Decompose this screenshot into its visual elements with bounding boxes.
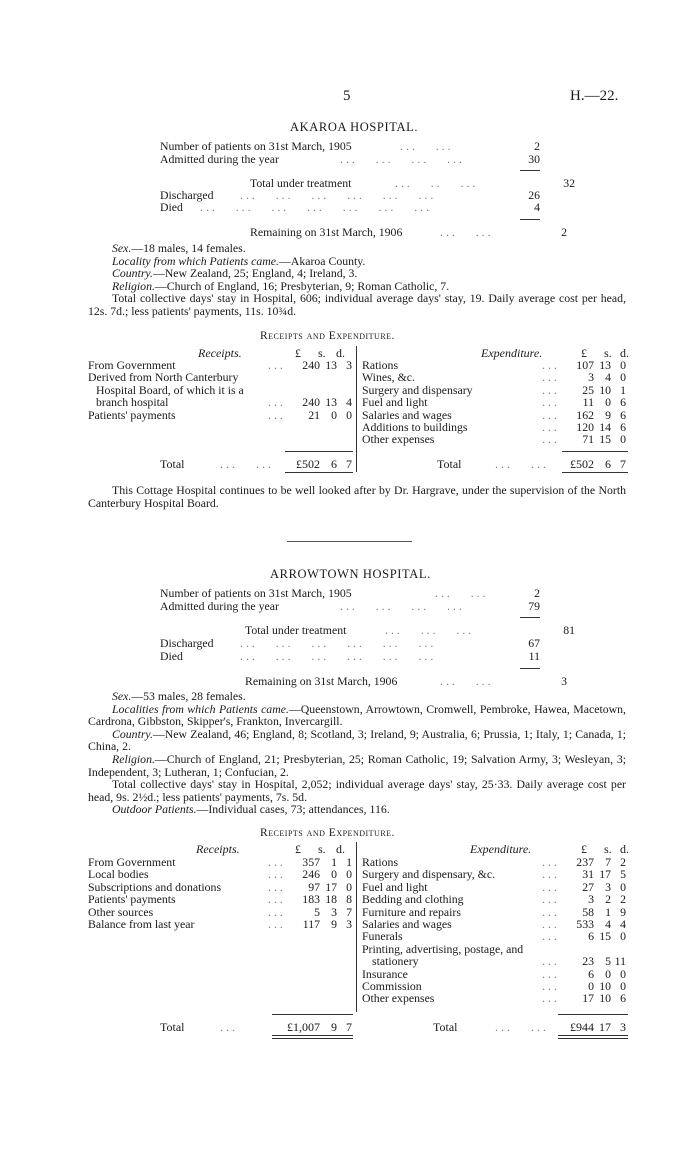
akaroa-title: AKAROA HOSPITAL.: [290, 120, 419, 134]
expenditure-label: Bedding and clothing: [362, 892, 464, 907]
page-number: 5: [343, 88, 351, 104]
total-rule: [272, 1014, 353, 1015]
receipt-label: Patients' payments: [88, 892, 176, 907]
leader-dots: ...: [220, 1020, 238, 1034]
expenditure-pence: 6: [620, 395, 626, 410]
leader-dots: ... ... ... ... ... ...: [240, 188, 437, 202]
expenditure-pence: 2: [620, 855, 626, 869]
arrowtown-accounts-title: Receipts and Expenditure.: [260, 827, 395, 839]
expenditure-label: Printing, advertising, postage, and: [362, 941, 524, 956]
akaroa-stat-value: 4: [534, 200, 540, 214]
expenditure-pence: 0: [620, 432, 626, 447]
akaroa-stat-label: Number of patients on 31st March, 1905: [160, 139, 352, 153]
akaroa-expenditure-total-label: Total: [437, 457, 462, 471]
divider: [520, 668, 540, 669]
leader-dots: ... ...: [495, 1020, 549, 1034]
expenditure-pence: 6: [620, 991, 626, 1006]
receipt-shillings: 3: [331, 904, 337, 919]
expenditure-shillings: 7: [605, 855, 611, 869]
expenditure-pounds: 237: [576, 855, 594, 869]
expenditure-pounds: 27: [582, 879, 594, 894]
leader-dots: ...: [268, 358, 286, 372]
country-label: Country.: [112, 266, 153, 281]
outdoor-label: Outdoor Patients.: [112, 802, 197, 817]
leader-dots: ...: [542, 420, 560, 434]
leader-dots: ...: [268, 917, 286, 931]
expenditure-pence: 2: [620, 892, 626, 907]
arrowtown-stat-value: 11: [528, 649, 540, 663]
arrowtown-title: ARROWTOWN HOSPITAL.: [270, 567, 431, 581]
leader-dots: ... ...: [220, 457, 274, 471]
expenditure-heading: Expenditure.: [481, 346, 543, 360]
receipt-label: Balance from last year: [88, 917, 195, 931]
receipt-shillings: 18: [325, 892, 337, 907]
leader-dots: ...: [268, 904, 286, 919]
expenditure-label: Rations: [362, 855, 399, 869]
expenditure-pence: 0: [620, 358, 626, 372]
total-rule: [562, 451, 628, 452]
expenditure-pence: 11: [614, 954, 626, 969]
receipt-pence: 4: [346, 395, 352, 410]
receipt-pounds: 117: [302, 917, 320, 931]
expenditure-label: Additions to buildings: [362, 420, 468, 434]
expenditure-pence: 4: [620, 917, 626, 931]
total-rule: [558, 1038, 628, 1039]
sex-text: —53 males, 28 females.: [131, 689, 246, 703]
column-divider: [356, 346, 357, 472]
leader-dots: ... ... ... ...: [340, 599, 465, 613]
expenditure-shillings: 3: [605, 879, 611, 894]
expenditure-pounds: 6: [588, 966, 594, 981]
receipt-pounds: 5: [314, 904, 320, 919]
arrowtown-stat-label: Remaining on 31st March, 1906: [245, 674, 398, 688]
receipt-pence: 8: [346, 892, 352, 907]
expenditure-pounds: 0: [588, 979, 594, 993]
akaroa-expenditure-total-pence: 7: [620, 457, 626, 471]
akaroa-stat-label: Remaining on 31st March, 1906: [250, 225, 403, 239]
expenditure-label: Fuel and light: [362, 395, 428, 410]
receipt-shillings: 13: [325, 358, 337, 372]
leader-dots: ...: [268, 867, 286, 882]
total-rule: [285, 451, 353, 452]
sex-label: Sex.: [112, 241, 132, 255]
akaroa-stat-label: Total under treatment: [250, 176, 352, 190]
religion-label: Religion.: [112, 751, 155, 766]
arrowtown-stat-value: 2: [534, 586, 540, 600]
expenditure-shillings: 10: [599, 382, 611, 397]
receipt-pence: 7: [346, 904, 352, 919]
akaroa-receipts-total-label: Total: [160, 457, 185, 471]
receipt-pence: 3: [346, 917, 352, 931]
leader-dots: ... ...: [400, 139, 454, 153]
column-divider: [356, 842, 357, 1012]
expenditure-pence: 0: [620, 929, 626, 944]
receipt-shillings: 1: [331, 855, 337, 869]
stay-text: Total collective days' stay in Hospital, 606; individual average days' stay, 19. Daily average cost per head, 12s. 7d.; less patients' payments, 11s. 10¾d.: [88, 291, 626, 318]
expenditure-shillings: 0: [605, 395, 611, 410]
leader-dots: ... .. ...: [395, 176, 479, 190]
expenditure-heading: Expenditure.: [470, 842, 532, 856]
expenditure-shillings: 9: [605, 407, 611, 422]
arrowtown-receipts-total-pounds: £1,007: [287, 1020, 320, 1034]
akaroa-receipts-total-pounds: £502: [296, 457, 320, 471]
religion-text: —Church of England, 16; Presbyterian, 9; Roman Catholic, 7.: [154, 278, 450, 293]
expenditure-shillings: 17: [599, 867, 611, 882]
leader-dots: ...: [542, 966, 560, 981]
expenditure-label: Commission: [362, 979, 422, 993]
expenditure-shillings: 5: [605, 954, 611, 969]
expenditure-pence: 0: [620, 879, 626, 894]
leader-dots: ... ...: [440, 225, 494, 239]
leader-dots: ...: [542, 892, 560, 907]
arrowtown-expenditure-total-pence: 3: [620, 1020, 626, 1034]
akaroa-stat-label: Discharged: [160, 188, 214, 202]
expenditure-label: Other expenses: [362, 432, 435, 447]
divider: [520, 170, 540, 171]
receipt-pounds: 240: [302, 358, 320, 372]
expenditure-pounds: 6: [588, 929, 594, 944]
arrowtown-expenditure-total-pounds: £944: [570, 1020, 594, 1034]
religion-label: Religion.: [112, 278, 155, 293]
arrowtown-receipts-total-label: Total: [160, 1020, 185, 1034]
expenditure-label: Insurance: [362, 966, 408, 981]
sex-text: —18 males, 14 females.: [131, 241, 246, 255]
expenditure-pence: 5: [620, 867, 626, 882]
arrowtown-expenditure-total-shillings: 17: [599, 1020, 611, 1034]
expenditure-label: Fuel and light: [362, 879, 428, 894]
expenditure-label: Salaries and wages: [362, 407, 452, 422]
expenditure-label: Furniture and repairs: [362, 904, 461, 919]
expenditure-label: Salaries and wages: [362, 917, 452, 931]
locality-label: Locality from which Patients came.: [112, 253, 279, 268]
akaroa-expenditure-total-pounds: £502: [570, 457, 594, 471]
receipts-heading: Receipts.: [196, 842, 240, 856]
leader-dots: ...: [542, 904, 560, 919]
total-rule: [562, 472, 628, 473]
arrowtown-expenditure-total-label: Total: [433, 1020, 458, 1034]
akaroa-stat-value: 32: [563, 176, 575, 190]
receipt-shillings: 17: [325, 879, 337, 894]
expenditure-label: Wines, &c.: [362, 370, 415, 385]
expenditure-pence: 9: [620, 904, 626, 919]
expenditure-pounds: 31: [582, 867, 594, 882]
locality-text: —Queenstown, Arrowtown, Cromwell, Pembroke, Hawea, Macetown, Cardrona, Gibbston, Skipper's, Frankton, Invercargill.: [88, 701, 626, 729]
expenditure-pounds: 58: [582, 904, 594, 919]
receipt-label: Local bodies: [88, 867, 149, 882]
receipt-pounds: 183: [302, 892, 320, 907]
outdoor-text: —Individual cases, 73; attendances, 116.: [196, 802, 390, 817]
expenditure-pounds: 23: [582, 954, 594, 969]
receipt-label: Hospital Board, of which it is a: [96, 382, 244, 397]
page-reference: H.—22.: [570, 88, 619, 104]
expenditure-shillings: 15: [599, 929, 611, 944]
expenditure-shillings: 4: [605, 917, 611, 931]
arrowtown-stat-value: 3: [561, 674, 567, 688]
arrowtown-details: [88, 690, 626, 816]
leader-dots: ...: [542, 954, 560, 969]
total-rule: [272, 1035, 353, 1036]
expenditure-label: Other expenses: [362, 991, 435, 1006]
expenditure-pounds: 3: [588, 892, 594, 907]
receipt-pounds: 246: [302, 867, 320, 882]
expenditure-shillings: 2: [605, 892, 611, 907]
leader-dots: ...: [268, 892, 286, 907]
expenditure-label: stationery: [372, 954, 419, 969]
arrowtown-stat-label: Admitted during the year: [160, 599, 279, 613]
expenditure-pounds: 162: [576, 407, 594, 422]
locality-label: Localities from which Patients came.: [112, 701, 289, 716]
expenditure-pounds: 11: [582, 395, 594, 410]
leader-dots: ...: [542, 370, 560, 385]
leader-dots: ...: [542, 929, 560, 944]
leader-dots: ...: [542, 855, 560, 869]
locality-text: —Akaroa County.: [279, 253, 366, 268]
leader-dots: ... ...: [495, 457, 549, 471]
leader-dots: ...: [268, 407, 286, 422]
leader-dots: ...: [542, 407, 560, 422]
divider: [520, 219, 540, 220]
leader-dots: ...: [542, 358, 560, 372]
receipt-label: branch hospital: [96, 395, 169, 410]
receipts-heading: Receipts.: [198, 346, 242, 360]
leader-dots: ...: [542, 432, 560, 447]
total-rule: [558, 1014, 628, 1015]
akaroa-expenditure-total-shillings: 6: [605, 457, 611, 471]
leader-dots: ...: [268, 855, 286, 869]
country-text: —New Zealand, 46; England, 8; Scotland, 3; Ireland, 9; Australia, 6; Prussia, 1; Italy, 1; Canada, 1; China, 2.: [88, 726, 626, 754]
expenditure-pence: 1: [620, 382, 626, 397]
sex-label: Sex.: [112, 689, 132, 703]
receipt-pence: 0: [346, 879, 352, 894]
total-rule: [285, 472, 353, 473]
expenditure-shillings: 0: [605, 966, 611, 981]
receipt-pounds: 357: [302, 855, 320, 869]
akaroa-stat-value: 26: [528, 188, 540, 202]
expenditure-pence: 0: [620, 979, 626, 993]
leader-dots: ...: [542, 382, 560, 397]
expenditure-shillings: 10: [599, 991, 611, 1006]
expenditure-pounds: 3: [588, 370, 594, 385]
leader-dots: ...: [542, 917, 560, 931]
akaroa-accounts-title: Receipts and Expenditure.: [260, 330, 395, 342]
arrowtown-receipts-total-pence: 7: [346, 1020, 352, 1034]
leader-dots: ...: [542, 991, 560, 1006]
akaroa-stat-value: 2: [534, 139, 540, 153]
arrowtown-stat-label: Died: [160, 649, 183, 663]
section-divider: [287, 541, 412, 542]
arrowtown-stat-label: Total under treatment: [245, 623, 347, 637]
divider: [520, 617, 540, 618]
akaroa-stat-label: Died: [160, 200, 183, 214]
leader-dots: ... ...: [440, 674, 494, 688]
leader-dots: ... ... ... ... ... ...: [240, 636, 437, 650]
arrowtown-receipts-total-shillings: 9: [331, 1020, 337, 1034]
akaroa-stat-value: 2: [561, 225, 567, 239]
arrowtown-stat-label: Number of patients on 31st March, 1905: [160, 586, 352, 600]
country-label: Country.: [112, 726, 153, 741]
receipt-pounds: 97: [308, 879, 320, 894]
expenditure-pounds: 533: [576, 917, 594, 931]
receipt-shillings: 0: [331, 867, 337, 882]
receipt-pence: 0: [346, 867, 352, 882]
akaroa-stat-label: Admitted during the year: [160, 152, 279, 166]
leader-dots: ...: [268, 395, 286, 410]
leader-dots: ... ...: [435, 586, 489, 600]
expenditure-shillings: 10: [599, 979, 611, 993]
receipt-shillings: 13: [325, 395, 337, 410]
expenditure-pence: 6: [620, 407, 626, 422]
arrowtown-stat-label: Discharged: [160, 636, 214, 650]
receipt-pence: 3: [346, 358, 352, 372]
total-rule: [558, 1035, 628, 1036]
receipt-pence: 1: [346, 855, 352, 869]
country-text: —New Zealand, 25; England, 4; Ireland, 3.: [152, 266, 358, 281]
religion-text: —Church of England, 21; Presbyterian, 25; Roman Catholic, 19; Salvation Army, 3; Wesleyan, 3; Independent, 3; Lutheran, 1; Confucian, 2.: [88, 751, 626, 779]
expenditure-pounds: 107: [576, 358, 594, 372]
expenditure-shillings: 1: [605, 904, 611, 919]
expenditure-shillings: 13: [599, 358, 611, 372]
leader-dots: ...: [542, 979, 560, 993]
receipt-label: Subscriptions and donations: [88, 879, 222, 894]
arrowtown-stat-value: 81: [563, 623, 575, 637]
receipt-label: Other sources: [88, 904, 154, 919]
receipt-label: Derived from North Canterbury: [88, 370, 239, 385]
receipt-pounds: 240: [302, 395, 320, 410]
receipt-shillings: 0: [331, 407, 337, 422]
expenditure-pounds: 120: [576, 420, 594, 434]
leader-dots: ... ... ...: [385, 623, 475, 637]
receipt-label: From Government: [88, 855, 176, 869]
total-rule: [272, 1038, 353, 1039]
expenditure-pence: 0: [620, 966, 626, 981]
leader-dots: ...: [268, 879, 286, 894]
receipt-label: From Government: [88, 358, 176, 372]
expenditure-pounds: 71: [582, 432, 594, 447]
leader-dots: ...: [542, 879, 560, 894]
expenditure-label: Surgery and dispensary: [362, 382, 473, 397]
leader-dots: ... ... ... ... ... ... ...: [200, 200, 433, 214]
expenditure-pence: 6: [620, 420, 626, 434]
expenditure-pence: 0: [620, 370, 626, 385]
expenditure-pounds: 17: [582, 991, 594, 1006]
receipt-label: Patients' payments: [88, 407, 176, 422]
receipt-shillings: 9: [331, 917, 337, 931]
expenditure-label: Surgery and dispensary, &c.: [362, 867, 496, 882]
arrowtown-stat-value: 79: [528, 599, 540, 613]
akaroa-details: [88, 242, 626, 318]
stay-text: Total collective days' stay in Hospital, 2,052; individual average days' stay, 25·33. Daily average cost per head, 9s. 2½d.; less patients' payments, 7s. 5d.: [88, 777, 626, 804]
receipt-pounds: 21: [308, 407, 320, 422]
leader-dots: ...: [542, 867, 560, 882]
leader-dots: ... ... ... ...: [340, 152, 465, 166]
leader-dots: ...: [542, 395, 560, 410]
akaroa-stat-value: 30: [528, 152, 540, 166]
leader-dots: ... ... ... ... ... ...: [240, 649, 437, 663]
expenditure-shillings: 15: [599, 432, 611, 447]
akaroa-note: This Cottage Hospital continues to be well looked after by Dr. Hargrave, under the supervision of the North Canterbury Hospital Board.: [88, 483, 626, 510]
akaroa-receipts-total-pence: 7: [346, 457, 352, 471]
expenditure-pounds: 25: [582, 382, 594, 397]
expenditure-shillings: 4: [605, 370, 611, 385]
arrowtown-stat-value: 67: [528, 636, 540, 650]
expenditure-label: Rations: [362, 358, 399, 372]
expenditure-label: Funerals: [362, 929, 403, 944]
akaroa-receipts-total-shillings: 6: [331, 457, 337, 471]
receipt-pence: 0: [346, 407, 352, 422]
expenditure-shillings: 14: [599, 420, 611, 434]
